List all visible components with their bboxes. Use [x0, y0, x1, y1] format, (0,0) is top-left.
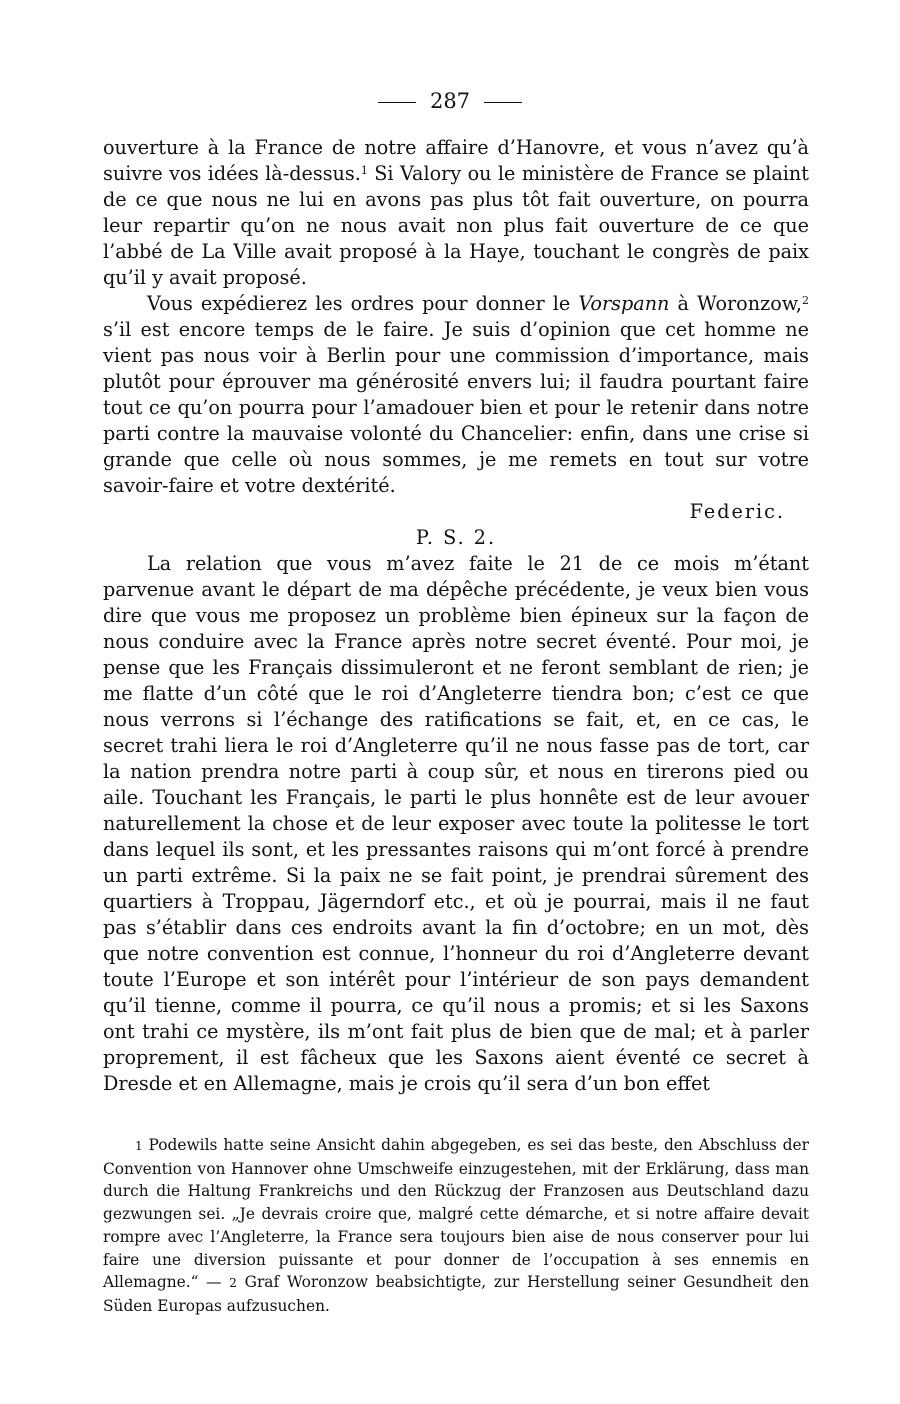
footnote-marker-2: 2 — [802, 294, 809, 307]
ps-paragraph: La relation que vous m’avez faite le 21 de ce mois m’étant parvenue avant le départ de ma dépêche précédente, je veux bien vous dire que vous me proposez un problème bien épineux sur la façon de nous conduire avec la France après notre secret éventé. Pour moi, je pense que les Français dissimuleront et ne feront semblant de rien; je me flatte d’un côté que le roi d’Angleterre tiendra bon; c’est ce que nous verrons si l’échange des ratifications se fait, et, en ce cas, le secret trahi liera le roi d’Angleterre qu’il ne nous fasse pas de tort, car la nation prendra notre parti à coup sûr, et nous en tirerons pied ou aile. Touchant les Français, le parti le plus honnête est de leur avouer naturellement la chose et de leur exposer avec toute la politesse le tort dans lequel ils sont, et les pressantes raisons qui m’ont forcé à prendre un parti extrême. Si la paix ne se fait point, je prendrai sûrement des quartiers à Troppau, Jägerndorf etc., et où je pourrai, mais il ne faut pas s’établir dans ces endroits avant la fin d’octobre; en un mot, dès que notre convention est connue, l’honneur du roi d’Angleterre devant toute l’Europe et son intérêt pour l’intérieur de son pays demandent qu’il tienne, comme il pourra, ce qu’il nous a promis; et si les Saxons ont trahi ce mystère, ils m’ont fait plus de bien que de mal; et à parler proprement, il est fâcheux que les Saxons aient éventé ce secret à Dresde et en Allemagne, mais je crois qu’il sera d’un bon effet — [103, 552, 809, 1095]
paragraph-1-text-b: Si Valory ou le ministère de France se plaint de ce que nous ne lui en avons pas plus tôt fait ouverture, on pourra leur repartir qu’on ne nous avait non plus fait ouverture de ce que l’abbé de La Ville avait proposé à la Haye, touchant le congrès de paix qu’il y avait proposé. — [103, 162, 809, 289]
footnote-text — [103, 1134, 809, 1318]
footnote-2-number: 2 — [229, 1276, 237, 1291]
paragraph-2-text-c: s’il est encore temps de le faire. Je suis d’opinion que cet homme ne vient pas nous voir à Berlin pour une commission d’importance, mais plutôt pour éprouver ma générosité envers lui; il faudra pourtant faire tout ce qu’on pourra pour l’amadouer bien et pour le retenir dans notre parti contre la mauvaise volonté du Chancelier: enfin, dans une crise si grande que celle où nous sommes, je me remets en tout sur votre savoir-faire et votre dextérité. — [103, 318, 809, 497]
page-number: 287 — [429, 89, 471, 113]
page-header — [0, 86, 900, 116]
paragraph-2 — [103, 291, 809, 499]
main-text — [103, 135, 809, 1097]
header-dash-right — [484, 102, 522, 103]
footnotes — [103, 1134, 809, 1318]
ps-heading: P. S. 2. — [415, 526, 497, 549]
footnote-marker-1: 1 — [360, 164, 368, 177]
footnote-2-text: Graf Woronzow beabsichtigte, zur Herstellung seiner Gesundheit den Süden Europas aufzusuchen. — [103, 1273, 809, 1315]
paragraph-2-text-a: Vous expédierez les ordres pour donner le — [147, 292, 571, 315]
footnote-1-number: 1 — [135, 1139, 143, 1153]
signature: Federic. — [689, 500, 785, 523]
header-dash-left — [378, 102, 416, 103]
footnote-1-text: Podewils hatte seine Ansicht dahin abgegeben, es sei das beste, den Abschluss der Convention von Hannover ohne Umschweife einzugestehen, mit der Erklärung, dass man durch die Haltung Frankreichs und den Rückzug der Franzosen aus Deutschland dazu gezwungen sei. „Je devrais croire que, malgré cette démarche, et si notre affaire devait rompre avec l’Angleterre, la France sera toujours bien aise de nous conserver pour lui faire une diversion puissante et pour donner de l’occupation à ses ennemis en Allemagne.“ — — [103, 1136, 809, 1292]
paragraph-1 — [103, 135, 809, 291]
paragraph-1-text-a: ouverture à la France de notre affaire d’Hanovre, et vous n’avez qu’à suivre vos idées là-dessus. — [103, 136, 809, 185]
vorspann-term: Vorspann — [578, 292, 670, 315]
paragraph-2-text-b: à Woronzow, — [677, 292, 802, 315]
